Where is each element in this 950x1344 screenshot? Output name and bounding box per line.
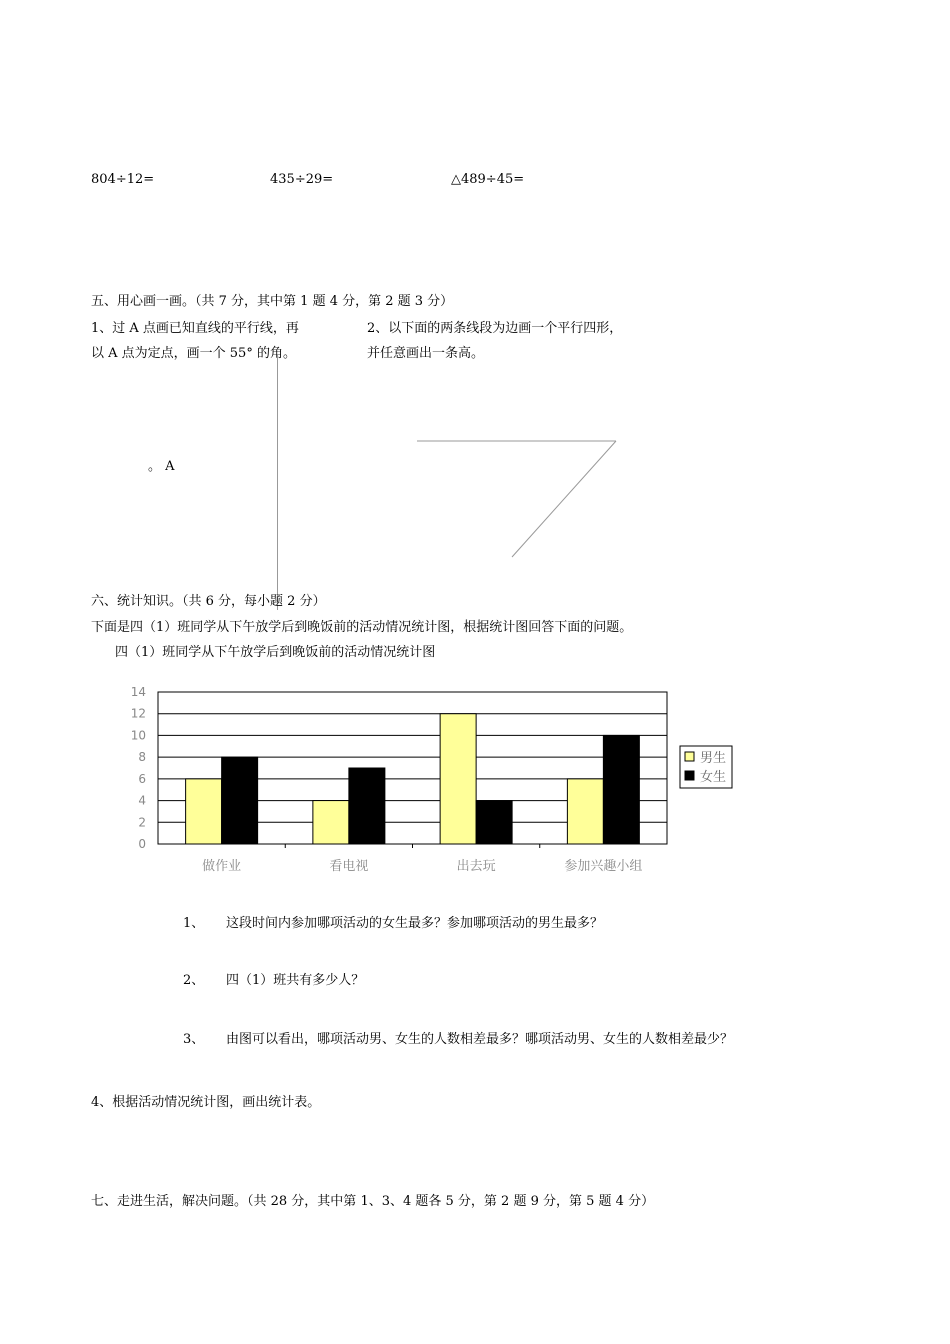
y-tick-label: 2 [138, 815, 146, 830]
drawing-figures [0, 0, 950, 620]
legend-label: 男生 [700, 751, 727, 766]
y-tick-label: 0 [138, 837, 146, 851]
division-problem-3: △489÷45= [451, 172, 525, 187]
y-tick-label: 14 [130, 685, 146, 699]
segment-diagonal [512, 441, 616, 557]
section7-title: 七、走进生活，解决问题。（共 28 分，其中第 1、3、4 题各 5 分，第 2 题 9 分，第 5 题 4 分） [91, 1194, 655, 1209]
legend-swatch [685, 752, 694, 761]
x-tick-label: 看电视 [329, 859, 369, 874]
bar-boys [440, 714, 476, 844]
point-a-label: 。 A [148, 459, 175, 474]
x-tick-label: 出去玩 [456, 859, 496, 874]
question-2-num: 2、 [183, 973, 205, 988]
question-3-num: 3、 [183, 1032, 205, 1047]
section5-q1-line2: 以 A 点为定点，画一个 55° 的角。 [91, 346, 296, 361]
section5-q2-line1: 2、以下面的两条线段为边画一个平行四形， [367, 321, 623, 336]
y-tick-label: 4 [138, 793, 146, 808]
y-tick-label: 10 [130, 728, 146, 743]
bar-chart [0, 670, 950, 890]
question-1-text: 这段时间内参加哪项活动的女生最多？参加哪项活动的男生最多？ [226, 916, 604, 931]
y-tick-label: 8 [138, 750, 146, 765]
bar-girls [349, 768, 385, 844]
bar-boys [567, 779, 603, 844]
bar-boys [313, 801, 349, 844]
question-4: 4、根据活动情况统计图，画出统计表。 [91, 1095, 321, 1110]
bar-girls [476, 801, 512, 844]
section5-title: 五、用心画一画。（共 7 分，其中第 1 题 4 分，第 2 题 3 分） [91, 294, 454, 309]
division-problem-2: 435÷29= [270, 172, 334, 187]
y-tick-label: 6 [138, 771, 146, 786]
section5-q2-line2: 并任意画出一条高。 [367, 346, 485, 361]
section6-title: 六、统计知识。（共 6 分，每小题 2 分） [91, 594, 326, 609]
x-tick-label: 做作业 [202, 859, 242, 874]
question-2-text: 四（1）班共有多少人？ [226, 973, 365, 988]
question-1-num: 1、 [183, 916, 205, 931]
question-3-text: 由图可以看出，哪项活动男、女生的人数相差最多？哪项活动男、女生的人数相差最少？ [226, 1032, 734, 1047]
division-problem-1: 804÷12= [91, 172, 155, 187]
bar-girls [222, 757, 258, 844]
legend-label: 女生 [700, 770, 727, 785]
x-tick-label: 参加兴趣小组 [564, 859, 643, 874]
section6-intro: 下面是四（1）班同学从下午放学后到晚饭前的活动情况统计图，根据统计图回答下面的问题。 [91, 620, 633, 635]
chart-title: 四（1）班同学从下午放学后到晚饭前的活动情况统计图 [115, 645, 436, 660]
bar-boys [186, 779, 222, 844]
section5-q1-line1: 1、过 A 点画已知直线的平行线，再 [91, 321, 299, 336]
bar-girls [603, 735, 639, 844]
legend-swatch [685, 771, 694, 780]
y-tick-label: 12 [130, 706, 146, 721]
